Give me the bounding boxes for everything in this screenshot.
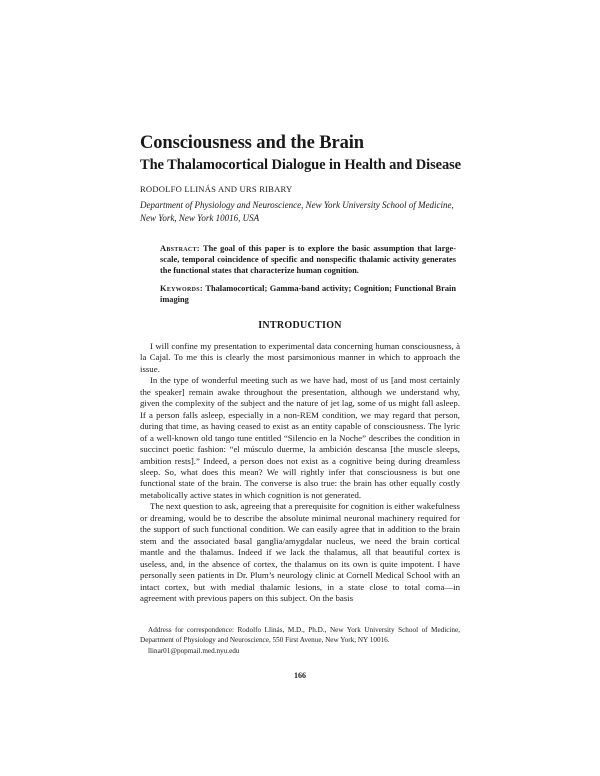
- paragraph: In the type of wonderful meeting such as we have had, most of us [and most certainly the speaker] remain awake throughout the presentation, although we understand why, given the complexity of the subject and the nature of jet lag, some of us might fall asleep. If a person falls asleep, especially in a non-REM condition, we may regard that person, during that time, as having ceased to exist as an entity capable of consciousness. The lyric of a well-known old tango tune entitled “Silencio en la Noche” describes the condition in succinct poetic fashion: “el músculo duerme, la ambición descansa [the muscle sleeps, ambition rests].” Indeed, a person does not exist as a cognitive being during dreamless sleep. So, what does this mean? We will rightly infer that consciousness is but one functional state of the brain. The converse is also true: the brain has other equally costly metabolically active states in which cognition is not generated.: [140, 375, 460, 500]
- keywords-label: Keywords:: [160, 284, 204, 293]
- paper-title: Consciousness and the Brain: [140, 133, 364, 153]
- author-list: RODOLFO LLINÁS AND URS RIBARY: [140, 184, 293, 194]
- affiliation: Department of Physiology and Neuroscience, New York University School of Medicine, New York, New York 10016, USA: [140, 200, 454, 223]
- abstract: [160, 243, 456, 277]
- page-number: 166: [294, 671, 306, 680]
- paragraph: The next question to ask, agreeing that a prerequisite for cognition is either wakefulness or dreaming, would be to describe the absolute minimal neuronal machinery required for the support of such functional condition. We can easily agree that in addition to the brain stem and the associated basal ganglia/amygdalar nucleus, we need the brain cortical mantle and the thalamus. Indeed if we lack the thalamus, all that beautiful cortex is useless, and, in the absence of cortex, the thalamus on its own is quite impotent. I have personally seen patients in Dr. Plum’s neurology clinic at Cornell Medical School with an intact cortex, but with medial thalamic lesions, in a state close to total coma—in agreement with previous papers on this subject. On the basis: [140, 501, 460, 603]
- abstract-label: Abstract:: [160, 244, 200, 253]
- section-heading: INTRODUCTION: [258, 320, 342, 331]
- keywords-text: Thalamocortical; Gamma-band activity; Cognition; Functional Brain imaging: [160, 284, 456, 305]
- footnote-text: Address for correspondence: Rodolfo Llinás, M.D., Ph.D., New York University School of Medicine, Department of Physiology and Neuroscience, 550 First Avenue, New York, NY 10016.: [140, 626, 460, 645]
- correspondence-footnote: [140, 625, 460, 656]
- keywords: [160, 283, 456, 305]
- paragraph: I will confine my presentation to experimental data concerning human consciousness, à la Cajal. To me this is clearly the most parsimonious manner in which to approach the issue.: [140, 341, 460, 374]
- body-text: [140, 341, 460, 604]
- abstract-text: The goal of this paper is to explore the basic assumption that large-scale, temporal coincidence of specific and nonspecific thalamic activity generates the functional states that characterize human cognition.: [160, 244, 456, 276]
- footnote-email: llinar01@popmail.med.nyu.edu: [148, 646, 240, 655]
- paper-subtitle: The Thalamocortical Dialogue in Health and Disease: [140, 157, 461, 173]
